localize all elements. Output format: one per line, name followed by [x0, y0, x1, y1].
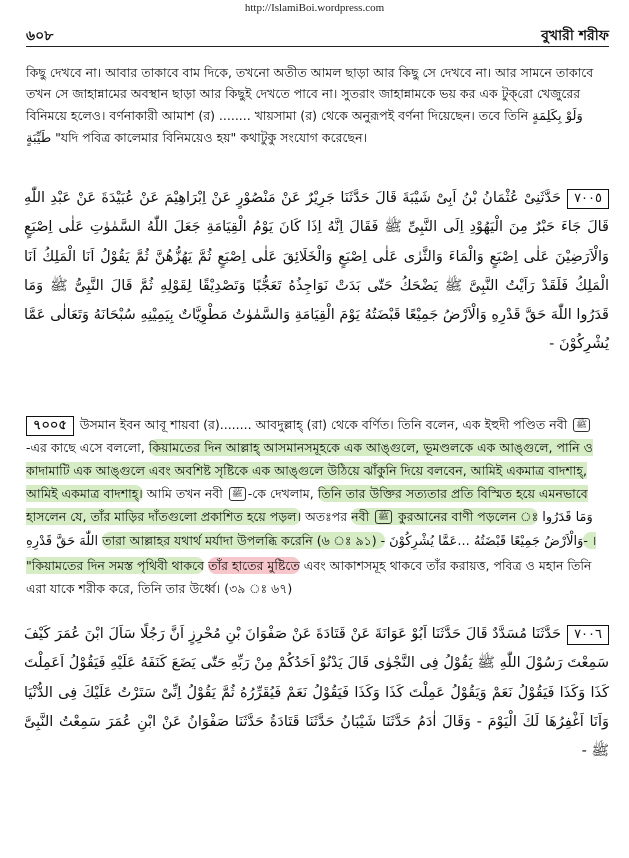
hadith-7006-arabic: [24, 620, 609, 766]
hadith-7005-text-09: কুরআনের বাণী পড়লেন ঃ: [398, 509, 539, 525]
hadith-7005-arabic: [24, 184, 609, 360]
intro-text-1: কিছু দেখবে না। আবার তাকাবে বাম দিকে, তখনো অতীত আমল ছাড়া আর কিছু সে দেখবে না। আর সামনে তাকাবে তখন সে জাহান্নামের অবস্থান ছাড়া আর কিছুই দেখতে পাবে না। সুতরাং জাহান্নামকে ভয় কর এক টুক্‌রো খেজুরের বিনিময়ে হলেও। বর্ণনাকারী আমাশ (র) ........ খায়সামা (র) থেকে অনুরূপই বর্ণনা দিয়েছেন। তবে তিনি: [26, 65, 594, 123]
salla-icon: ﷺ: [229, 487, 246, 501]
hadith-7005-text-01: উসমান ইবন আবূ শায়বা (র)........ আবদুল্লাহ্‌ (রা) থেকে বর্ণিত। তিনি বলেন, এক ইহুদী পণ্ডিত নবী: [79, 417, 568, 432]
hadith-7005-text-08: নবী: [351, 509, 370, 525]
intro-arabic-phrase: وَلَوْ بِكَلِمَةٍ طَيِّبَةٍ: [26, 108, 583, 146]
hadith-7005-text-02: -এর কাছে এসে বললো,: [26, 440, 145, 456]
hadith-7005-arabic-text: حَدَّثَنِىْ عُثْمَانُ بْنُ اَبِىْ شَيْبَةَ قَالَ حَدَّثَنَا جَرِيْرٌ عَنْ مَنْصُوْرٍ عَنْ اِبْرَاهِيْمَ عَنْ عُبَيْدَةَ عَنْ عَبْدِ اللّٰهِ قَالَ جَاءَ حَبْرٌ مِنَ الْيَهُوْدِ اِلَى النَّبِىِّ ﷺ فَقَالَ اِنَّهُ اِذَا كَانَ يَوْمُ الْقِيَامَةِ جَعَلَ اللّٰهُ السَّمٰوٰتِ عَلٰى اِصْبَعٍ وَالْاَرَضِيْنَ عَلٰى اِصْبَعٍ وَالْمَاءَ وَالثَّرٰى عَلٰى اِصْبَعٍ وَالْخَلَائِقَ عَلٰى اِصْبَعٍ ثُمَّ يَهُزُّهُنَّ ثُمَّ يَقُوْلُ اَنَا الْمَلِكُ اَنَا الْمَلِكُ فَلَقَدْ رَاَيْتُ النَّبِىَّ ﷺ يَضْحَكُ حَتّٰى بَدَتْ نَوَاجِذُهُ تَعَجُّبًا وَتَصْدِيْقًا لِقَوْلِهِ ثُمَّ قَالَ النَّبِىُّ ﷺ وَمَا قَدَرُوا اللّٰهَ حَقَّ قَدْرِهِ وَالْاَرْضُ جَمِيْعًا قَبْضَتُهُ يَوْمَ الْقِيَامَةِ وَالسَّمٰوٰتُ مَطْوِيَّاتٌ بِيَمِيْنِهِ سُبْحَانَهُ وَتَعَالٰى عَمَّا يُشْرِكُوْنَ -: [24, 190, 609, 353]
highlight-green-1: কিয়ামতের দিন আল্লাহ্‌ আসমানসমূহকে এক আঙ্গুলে, ভূমণ্ডলকে এক আঙ্গুলে, পানি ও কাদামাটি এক আঙ্গুলে এবং অবশিষ্ট সৃষ্টিকে এক আঙ্গুলে উঠিয়ে ঝাঁকুনি দিয়ে বলবেন, আমিই একমাত্র বাদশাহ্‌, আমিই একমাত্র বাদশাহ্‌।: [26, 440, 593, 502]
highlight-green-5: - । "কিয়ামতের দিন সমস্ত পৃথিবী থাকবে: [26, 533, 597, 573]
page-number: ৬০৮: [26, 28, 54, 44]
hadith-7005-text-13: এবং আকাশসমূহ থাকবে তাঁর করায়ত্ত, পবিত্র ও মহান তিনি এরা যাকে শরীক করে, তিনি তার উর্ধ্বে। (৩৯ ঃ ৬৭): [26, 557, 592, 596]
hadith-7005-number: ৭০০৫: [26, 416, 74, 436]
hadith-7005-bengali: [26, 413, 611, 600]
salla-icon: ﷺ: [375, 510, 392, 524]
highlight-green-4: তারা আল্লাহর যথার্থ মর্যাদা উপলব্ধি করেনি (৬ ঃ ৯১) -: [102, 533, 386, 549]
book-title: বুখারী শরীফ: [541, 28, 609, 44]
hadith-7005-text-05: -কে দেখলাম,: [247, 486, 314, 502]
quran-arabic-1: وَمَا قَدَرُوا اللّٰهَ حَقَّ قَدْرِهِ: [26, 510, 593, 550]
highlight-red: তাঁর হাতের মুষ্টিতে: [208, 557, 300, 573]
hadith-7006-number-arabic: ٧٠٠٦: [567, 625, 609, 645]
hadith-7005-text-07: অতঃপর: [304, 509, 348, 525]
highlight-green-2: তিনি তার উক্তির সত্যতার প্রতি বিস্মিত হয়ে এমনভাবে হাসলেন যে, তাঁর মাড়ির দাঁতগুলো প্রকাশিত হয়ে পড়ল।: [26, 486, 588, 525]
intro-paragraph: [26, 62, 611, 149]
page-header: [26, 22, 609, 46]
source-url: http://IslamiBoi.wordpress.com: [244, 2, 385, 14]
header-rule: [26, 46, 609, 47]
hadith-7005-text-04: আমি তখন নবী: [146, 486, 223, 502]
salla-icon: ﷺ: [573, 418, 590, 432]
hadith-7006-arabic-text: حَدَّثَنَا مُسَدَّدٌ قَالَ حَدَّثَنَا اَبُوْ عَوَانَةَ عَنْ قَتَادَةَ عَنْ صَفْوَانَ بْنِ مُحْرِزٍ اَنَّ رَجُلًا سَاَلَ ابْنَ عُمَرَ كَيْفَ سَمِعْتَ رَسُوْلَ اللّٰهِ ﷺ يَقُوْلُ فِى النَّجْوٰى قَالَ يَدْنُوْ اَحَدُكُمْ مِنْ رَبِّهِ حَتّٰى يَضَعَ كَنَفَهُ عَلَيْهِ فَيَقُوْلُ اَعَمِلْتَ كَذَا وَكَذَا فَيَقُوْلُ نَعَمْ وَيَقُوْلُ عَمِلْتَ كَذَا وَكَذَا فَيَقُوْلُ نَعَمْ فَيُقَرِّرُهُ ثُمَّ يَقُوْلُ اِنِّىْ سَتَرْتُ عَلَيْكَ فِى الدُّنْيَا وَاَنَا اَغْفِرُهَا لَكَ الْيَوْمَ - وَقَالَ اٰدَمُ حَدَّثَنَا شَيْبَانُ حَدَّثَنَا قَتَادَةُ حَدَّثَنَا صَفْوَانُ عَنْ ابْنِ عُمَرَ سَمِعْتُ النَّبِىَّ ﷺ -: [24, 626, 609, 760]
quran-arabic-2: وَالْاَرْضُ جَمِيْعًا قَبْضَتُهُ ...عَمَّا يُشْرِكُوْنَ: [389, 534, 584, 550]
hadith-7005-number-arabic: ٧٠٠٥: [567, 189, 609, 209]
intro-text-2: "যদি পবিত্র কালেমার বিনিময়েও হয়" কথাটুকু সংযোগ করেছেন।: [55, 129, 368, 145]
highlight-green-3: [351, 508, 538, 525]
